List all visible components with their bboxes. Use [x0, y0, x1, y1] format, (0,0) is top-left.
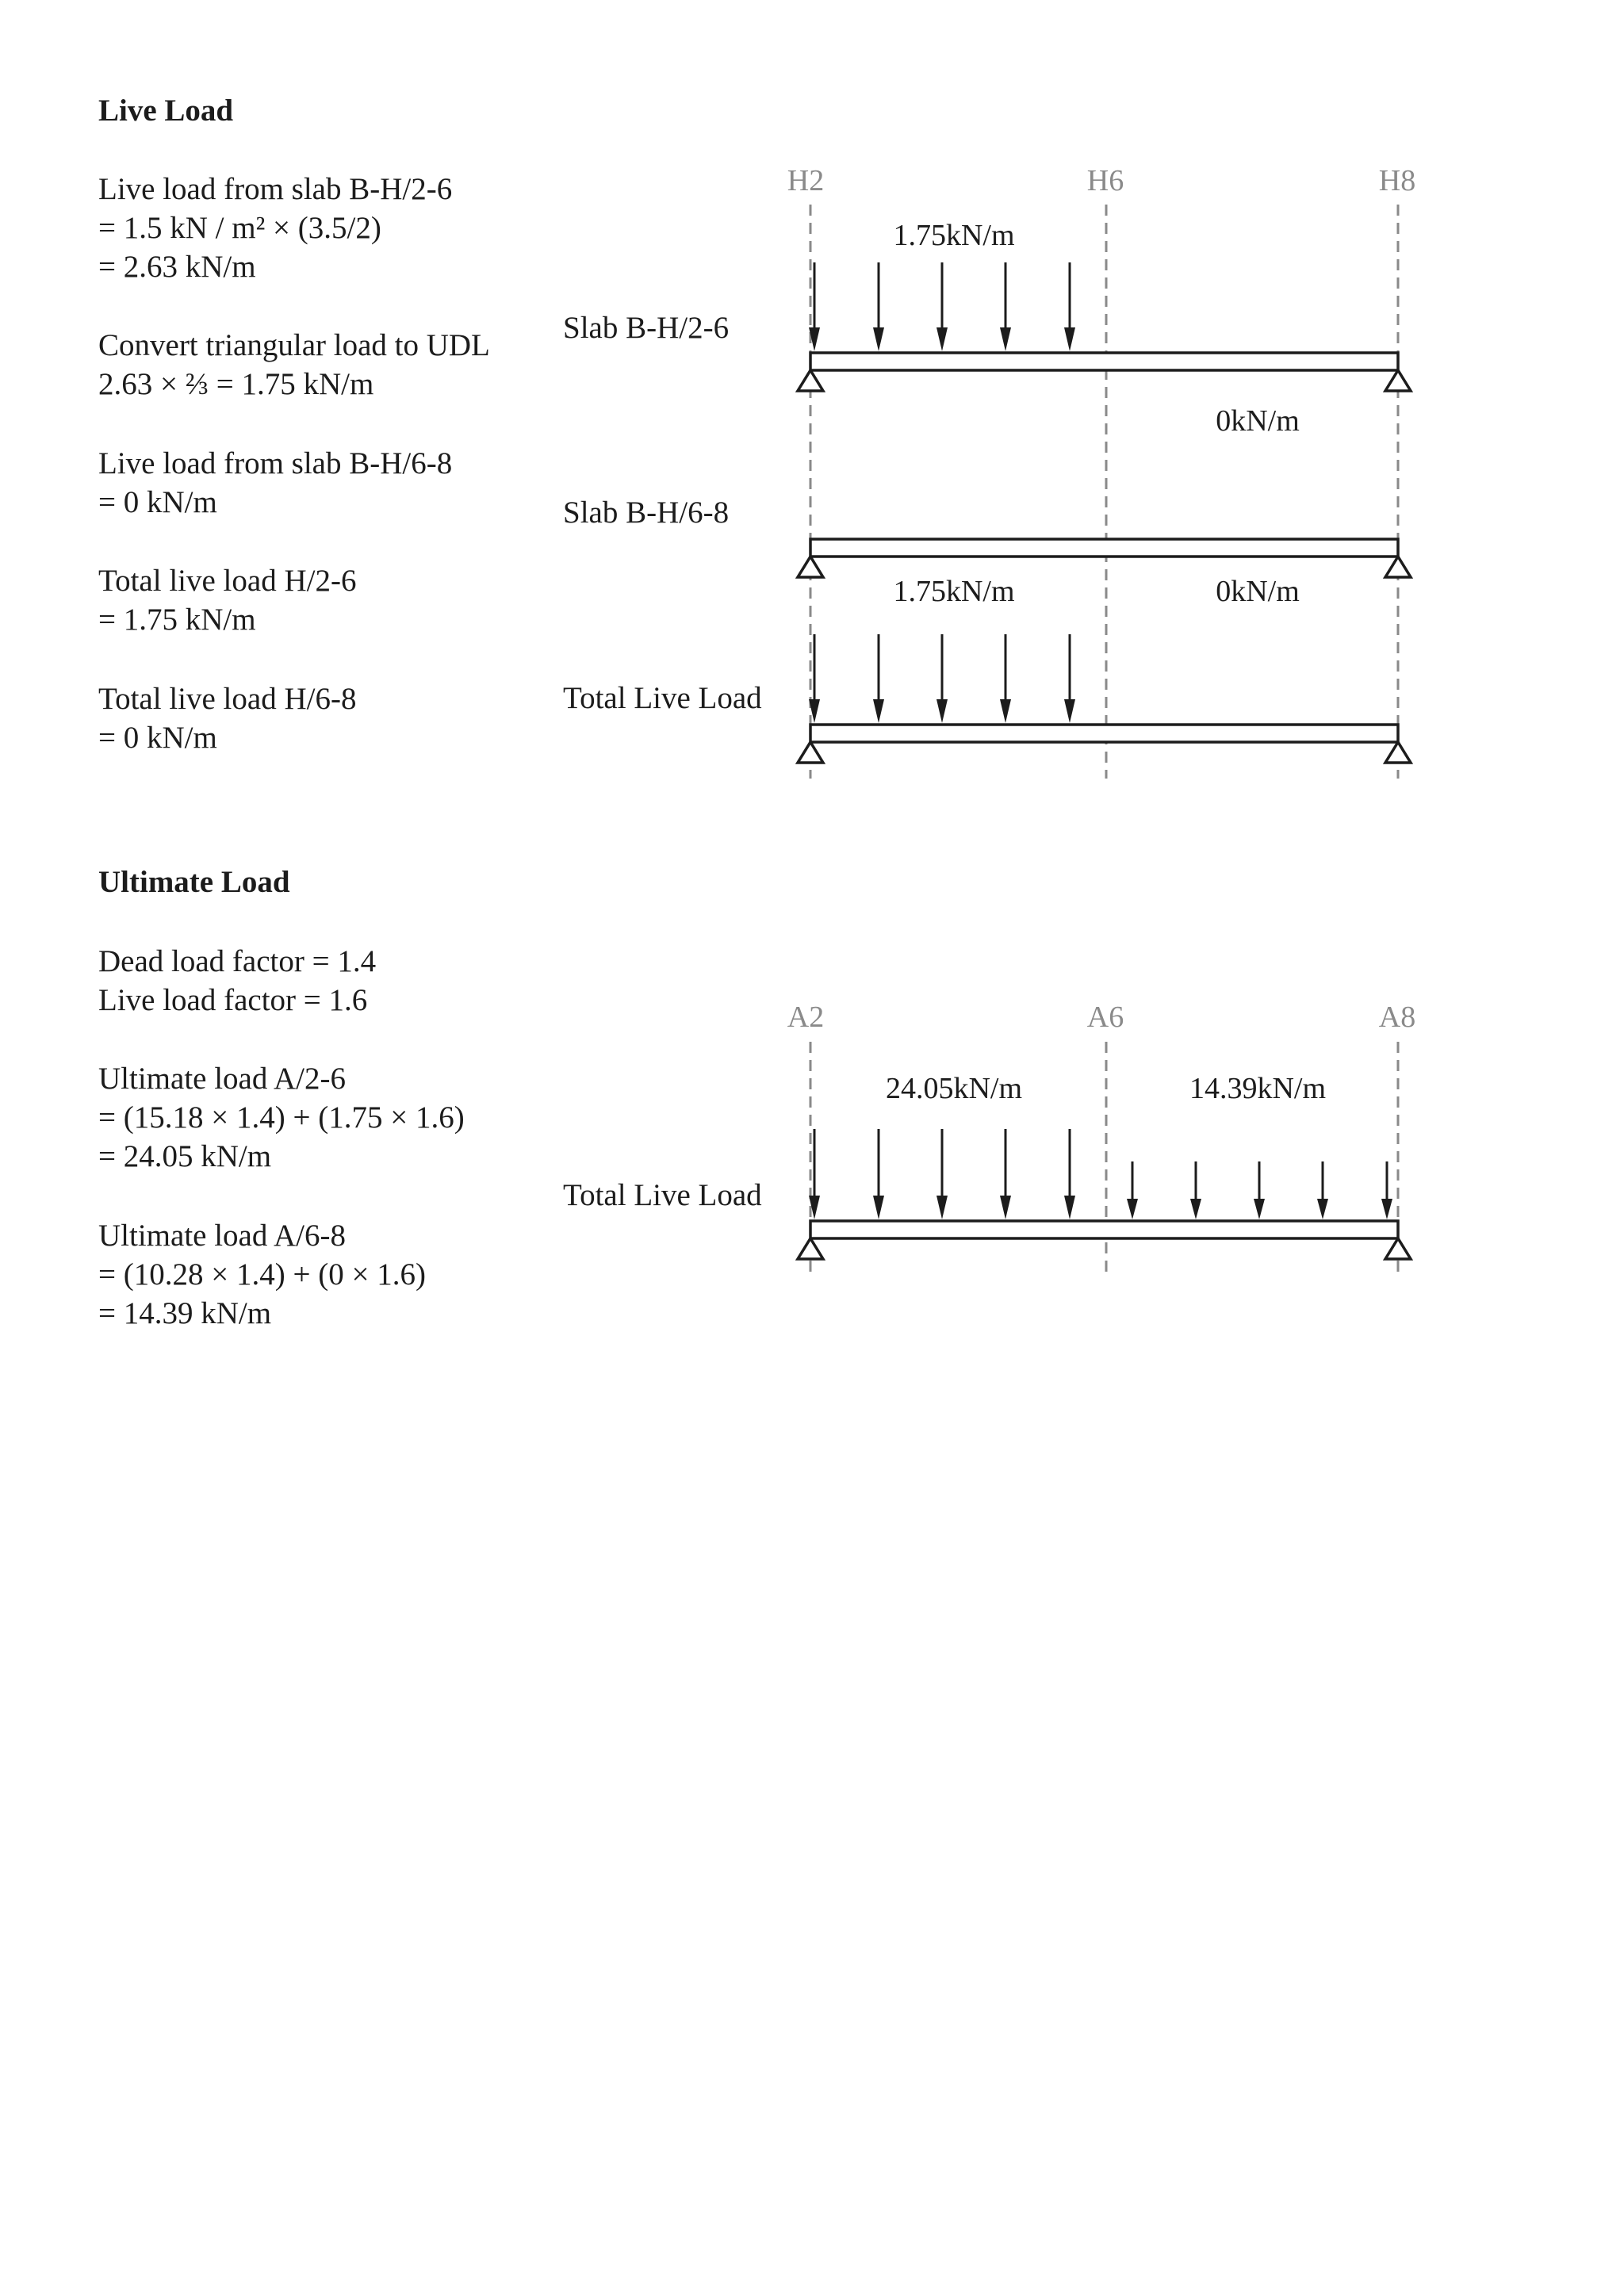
support-icon — [1385, 370, 1411, 391]
support-icon — [798, 742, 823, 763]
load-label: 1.75kN/m — [893, 219, 1015, 252]
beam — [810, 725, 1398, 742]
support-icon — [798, 557, 823, 577]
load-arrow-head — [936, 327, 948, 351]
load-label: 0kN/m — [1216, 404, 1300, 438]
text-line: = 1.5 kN / m² × (3.5/2) — [98, 211, 381, 245]
text-line: = 0 kN/m — [98, 721, 217, 755]
beam — [810, 539, 1398, 557]
beam — [810, 353, 1398, 370]
live-load-heading: Live Load — [98, 94, 234, 128]
text-line: Live load from slab B-H/2-6 — [98, 172, 453, 206]
beam-label-total-live-load: Total Live Load — [563, 1178, 762, 1212]
load-arrow-head — [1000, 327, 1011, 351]
text-line: Live load factor = 1.6 — [98, 983, 368, 1017]
load-arrow-head — [1064, 327, 1075, 351]
text-line: Live load from slab B-H/6-8 — [98, 446, 453, 480]
text-line: Convert triangular load to UDL — [98, 328, 490, 362]
support-icon — [1385, 742, 1411, 763]
grid-label-h8: H8 — [1378, 164, 1416, 197]
text-line: = 1.75 kN/m — [98, 603, 256, 637]
text-line: = (15.18 × 1.4) + (1.75 × 1.6) — [98, 1100, 465, 1135]
beam — [810, 1221, 1398, 1238]
load-arrow-head — [873, 699, 884, 723]
beam-label-slab-2-6: Slab B-H/2-6 — [563, 311, 730, 345]
grid-label-h2: H2 — [787, 164, 825, 197]
support-icon — [1385, 557, 1411, 577]
load-label: 14.39kN/m — [1189, 1072, 1327, 1105]
load-arrow-head — [936, 1196, 948, 1219]
load-arrow-head — [1254, 1199, 1265, 1219]
support-icon — [798, 370, 823, 391]
grid-label-h6: H6 — [1086, 164, 1124, 197]
load-arrow-head — [1317, 1199, 1328, 1219]
text-line: 2.63 × ⅔ = 1.75 kN/m — [98, 367, 374, 401]
load-arrow-head — [1000, 1196, 1011, 1219]
ultimate-load-heading: Ultimate Load — [98, 865, 290, 899]
load-arrow-head — [1000, 699, 1011, 723]
load-label: 1.75kN/m — [893, 575, 1015, 608]
load-label: 0kN/m — [1216, 575, 1300, 608]
text-line: = 24.05 kN/m — [98, 1139, 272, 1173]
grid-label-a6: A6 — [1086, 1001, 1124, 1034]
text-line: = 14.39 kN/m — [98, 1296, 272, 1330]
text-line: = 0 kN/m — [98, 485, 217, 519]
text-line: = (10.28 × 1.4) + (0 × 1.6) — [98, 1257, 426, 1292]
text-line: Ultimate load A/6-8 — [98, 1219, 346, 1253]
load-arrow-head — [1064, 1196, 1075, 1219]
text-line: Total live load H/6-8 — [98, 682, 357, 716]
load-label: 24.05kN/m — [885, 1072, 1023, 1105]
text-line: = 2.63 kN/m — [98, 250, 256, 284]
beam-label-total-live-load: Total Live Load — [563, 681, 762, 715]
grid-label-a8: A8 — [1378, 1001, 1416, 1034]
load-arrow-head — [1064, 699, 1075, 723]
text-line: Dead load factor = 1.4 — [98, 944, 377, 978]
text-line: Ultimate load A/2-6 — [98, 1062, 346, 1096]
support-icon — [1385, 1238, 1411, 1259]
load-arrow-head — [873, 327, 884, 351]
text-line: Total live load H/2-6 — [98, 564, 357, 598]
beam-label-slab-6-8: Slab B-H/6-8 — [563, 496, 730, 530]
load-arrow-head — [873, 1196, 884, 1219]
load-arrow-head — [936, 699, 948, 723]
load-arrow-head — [1190, 1199, 1201, 1219]
grid-label-a2: A2 — [787, 1001, 825, 1034]
support-icon — [798, 1238, 823, 1259]
load-arrow-head — [1381, 1199, 1392, 1219]
load-arrow-head — [1127, 1199, 1138, 1219]
